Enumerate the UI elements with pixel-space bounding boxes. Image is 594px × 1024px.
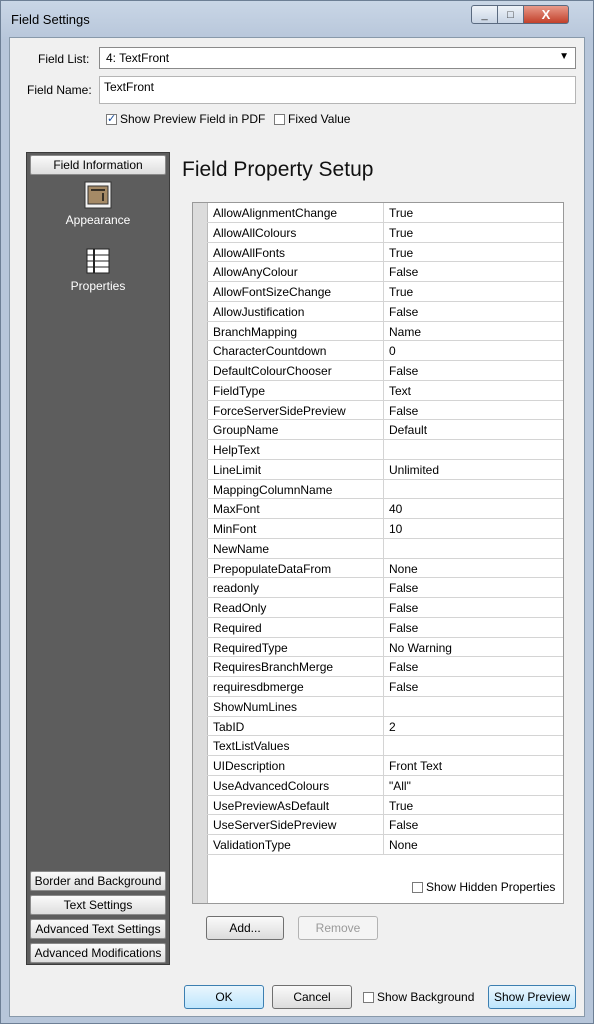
property-value[interactable]: No Warning — [389, 640, 452, 655]
show-hidden-checkbox[interactable] — [412, 882, 423, 893]
table-row[interactable] — [207, 539, 563, 559]
show-preview-checkbox[interactable] — [106, 114, 117, 125]
column-divider — [383, 578, 384, 597]
field-name-label: Field Name: — [27, 83, 92, 97]
chevron-down-icon[interactable]: ▼ — [559, 51, 569, 62]
property-name: MaxFont — [213, 502, 260, 517]
grid-gutter — [193, 203, 208, 903]
property-name: ShowNumLines — [213, 699, 298, 714]
table-row[interactable] — [207, 835, 563, 855]
property-value[interactable]: None — [389, 561, 418, 576]
column-divider — [383, 677, 384, 696]
property-name: ReadOnly — [213, 601, 267, 615]
property-value[interactable]: False — [389, 265, 419, 280]
window-title: Field Settings — [11, 12, 90, 27]
table-row[interactable] — [207, 736, 563, 756]
table-row[interactable] — [207, 638, 563, 658]
column-divider — [383, 262, 384, 281]
property-name: AllowAllFonts — [213, 245, 286, 260]
advanced-text-settings-button[interactable]: Advanced Text Settings — [30, 919, 166, 939]
table-row[interactable] — [207, 341, 563, 361]
property-value[interactable]: False — [389, 601, 419, 615]
property-name: CharacterCountdown — [213, 344, 327, 359]
property-value[interactable]: False — [389, 581, 419, 596]
property-name: requiresdbmerge — [213, 680, 304, 694]
property-name: HelpText — [213, 443, 260, 457]
property-value[interactable]: 0 — [389, 344, 396, 359]
table-row[interactable] — [207, 697, 563, 717]
advanced-modifications-button[interactable]: Advanced Modifications — [30, 943, 166, 963]
table-row[interactable] — [207, 519, 563, 539]
page-title: Field Property Setup — [182, 158, 374, 181]
property-grid[interactable] — [192, 202, 564, 904]
column-divider — [383, 598, 384, 617]
property-name: LineLimit — [213, 462, 262, 477]
property-name: RequiresBranchMerge — [213, 660, 334, 675]
property-name: DefaultColourChooser — [213, 364, 332, 378]
show-background-label: Show Background — [377, 990, 475, 1004]
column-divider — [383, 697, 384, 716]
column-divider — [383, 203, 384, 222]
close-icon: X — [541, 7, 551, 22]
table-row[interactable] — [207, 203, 563, 223]
table-row[interactable] — [207, 598, 563, 618]
property-name: AllowAlignmentChange — [213, 206, 338, 220]
table-row[interactable] — [207, 815, 563, 835]
property-name: GroupName — [213, 423, 279, 438]
sidebar-item-properties[interactable] — [27, 247, 169, 293]
property-name: AllowAllColours — [213, 225, 297, 240]
column-divider — [383, 657, 384, 676]
property-value[interactable]: Text — [389, 383, 412, 398]
sidebar — [26, 152, 170, 965]
column-divider — [383, 638, 384, 657]
property-value[interactable]: True — [389, 245, 414, 260]
property-value[interactable]: True — [389, 285, 414, 299]
property-value[interactable]: True — [389, 798, 414, 813]
property-name: UsePreviewAsDefault — [213, 798, 330, 813]
column-divider — [383, 499, 384, 518]
table-row[interactable] — [207, 776, 563, 796]
maximize-icon: □ — [507, 8, 514, 21]
table-row[interactable] — [207, 282, 563, 302]
property-name: MinFont — [213, 522, 257, 536]
border-and-background-button[interactable]: Border and Background — [30, 871, 166, 891]
table-row[interactable] — [207, 420, 563, 440]
table-row[interactable] — [207, 401, 563, 421]
table-row[interactable] — [207, 657, 563, 677]
column-divider — [383, 223, 384, 242]
sidebar-item-label: Properties — [70, 279, 126, 293]
show-hidden-checkbox-row[interactable] — [412, 880, 555, 894]
property-name: PrepopulateDataFrom — [213, 561, 332, 576]
property-value[interactable]: True — [389, 206, 414, 220]
property-name: AllowAnyColour — [213, 265, 298, 280]
column-divider — [383, 835, 384, 854]
property-value[interactable]: False — [389, 620, 419, 635]
property-name: AllowJustification — [213, 304, 305, 319]
show-hidden-label: Show Hidden Properties — [426, 880, 556, 894]
column-divider — [383, 480, 384, 499]
column-divider — [383, 796, 384, 815]
property-value[interactable]: Unlimited — [389, 462, 440, 477]
add-button[interactable]: Add... — [206, 916, 284, 940]
property-value[interactable]: 2 — [389, 719, 396, 734]
column-divider — [383, 776, 384, 795]
fixed-value-label: Fixed Value — [288, 112, 351, 126]
table-row[interactable] — [207, 440, 563, 460]
property-name: AllowFontSizeChange — [213, 285, 332, 299]
property-name: ForceServerSidePreview — [213, 403, 346, 418]
table-row[interactable] — [207, 677, 563, 697]
property-value[interactable]: 10 — [389, 522, 403, 536]
fixed-value-checkbox[interactable] — [274, 114, 285, 125]
title-bar[interactable] — [1, 1, 593, 37]
property-name: readonly — [213, 581, 260, 596]
property-name: TextListValues — [213, 739, 290, 754]
table-row[interactable] — [207, 361, 563, 381]
ok-button[interactable]: OK — [184, 985, 264, 1009]
table-row[interactable] — [207, 499, 563, 519]
property-value[interactable]: False — [389, 818, 419, 833]
property-value[interactable]: False — [389, 660, 419, 675]
field-list-value: 4: TextFront — [106, 51, 170, 65]
property-value[interactable]: False — [389, 304, 419, 319]
appearance-icon — [84, 181, 112, 209]
property-name: UIDescription — [213, 759, 286, 773]
property-value[interactable]: Front Text — [389, 759, 443, 773]
column-divider — [383, 815, 384, 834]
column-divider — [383, 519, 384, 538]
table-row[interactable] — [207, 756, 563, 776]
close-button[interactable] — [523, 5, 569, 24]
column-divider — [383, 341, 384, 360]
column-divider — [383, 539, 384, 558]
column-divider — [383, 420, 384, 439]
property-name: FieldType — [213, 383, 266, 398]
column-divider — [383, 717, 384, 736]
field-list-select[interactable] — [99, 47, 576, 69]
fixed-value-checkbox-row[interactable] — [274, 112, 350, 126]
property-name: BranchMapping — [213, 324, 298, 339]
property-name: RequiredType — [213, 640, 288, 655]
table-row[interactable] — [207, 243, 563, 263]
table-row[interactable] — [207, 381, 563, 401]
column-divider — [383, 381, 384, 400]
show-background-checkbox[interactable] — [363, 992, 374, 1003]
table-row[interactable] — [207, 223, 563, 243]
table-row[interactable] — [207, 796, 563, 816]
property-value[interactable]: Name — [389, 324, 422, 339]
show-preview-label: Show Preview Field in PDF — [120, 112, 266, 126]
minimize-button[interactable] — [471, 5, 498, 24]
maximize-button[interactable] — [497, 5, 524, 24]
property-value[interactable]: None — [389, 838, 418, 852]
column-divider — [383, 302, 384, 321]
property-value[interactable]: "All" — [389, 778, 411, 793]
sidebar-item-appearance[interactable] — [27, 181, 169, 227]
table-row[interactable] — [207, 302, 563, 322]
remove-button[interactable]: Remove — [298, 916, 378, 940]
column-divider — [383, 736, 384, 755]
show-background-checkbox-row[interactable] — [363, 990, 474, 1004]
column-divider — [383, 282, 384, 301]
column-divider — [383, 322, 384, 341]
sidebar-item-label: Appearance — [65, 213, 131, 227]
property-name: MappingColumnName — [213, 482, 333, 497]
field-list-label: Field List: — [38, 52, 90, 66]
cancel-button[interactable]: Cancel — [272, 985, 352, 1009]
property-name: Required — [213, 620, 262, 635]
property-value[interactable]: Default — [389, 423, 428, 438]
table-row[interactable] — [207, 717, 563, 737]
property-name: UseServerSidePreview — [213, 818, 337, 833]
properties-grid-icon — [84, 247, 112, 275]
show-preview-button[interactable]: Show Preview — [488, 985, 576, 1009]
property-value[interactable]: 40 — [389, 502, 403, 517]
column-divider — [383, 361, 384, 380]
field-name-value: TextFront — [104, 80, 155, 94]
table-row[interactable] — [207, 262, 563, 282]
show-preview-checkbox-row[interactable] — [106, 112, 265, 126]
table-row[interactable] — [207, 480, 563, 500]
text-settings-button[interactable]: Text Settings — [30, 895, 166, 915]
column-divider — [383, 243, 384, 262]
property-name: UseAdvancedColours — [213, 778, 330, 793]
column-divider — [383, 401, 384, 420]
property-value[interactable]: False — [389, 403, 419, 418]
minimize-icon: _ — [481, 8, 488, 21]
column-divider — [383, 618, 384, 637]
column-divider — [383, 460, 384, 479]
field-name-input[interactable] — [99, 76, 576, 104]
table-row[interactable] — [207, 559, 563, 579]
field-information-button[interactable]: Field Information — [30, 155, 166, 175]
property-value[interactable]: True — [389, 225, 414, 240]
property-name: TabID — [213, 719, 245, 734]
property-value[interactable]: False — [389, 680, 419, 694]
column-divider — [383, 559, 384, 578]
table-row[interactable] — [207, 578, 563, 598]
property-value[interactable]: False — [389, 364, 419, 378]
table-row[interactable] — [207, 618, 563, 638]
dialog-client-area — [9, 37, 585, 1017]
property-name: NewName — [213, 541, 270, 556]
table-row[interactable] — [207, 322, 563, 342]
column-divider — [383, 440, 384, 459]
table-row[interactable] — [207, 460, 563, 480]
property-name: ValidationType — [213, 838, 291, 852]
column-divider — [383, 756, 384, 775]
